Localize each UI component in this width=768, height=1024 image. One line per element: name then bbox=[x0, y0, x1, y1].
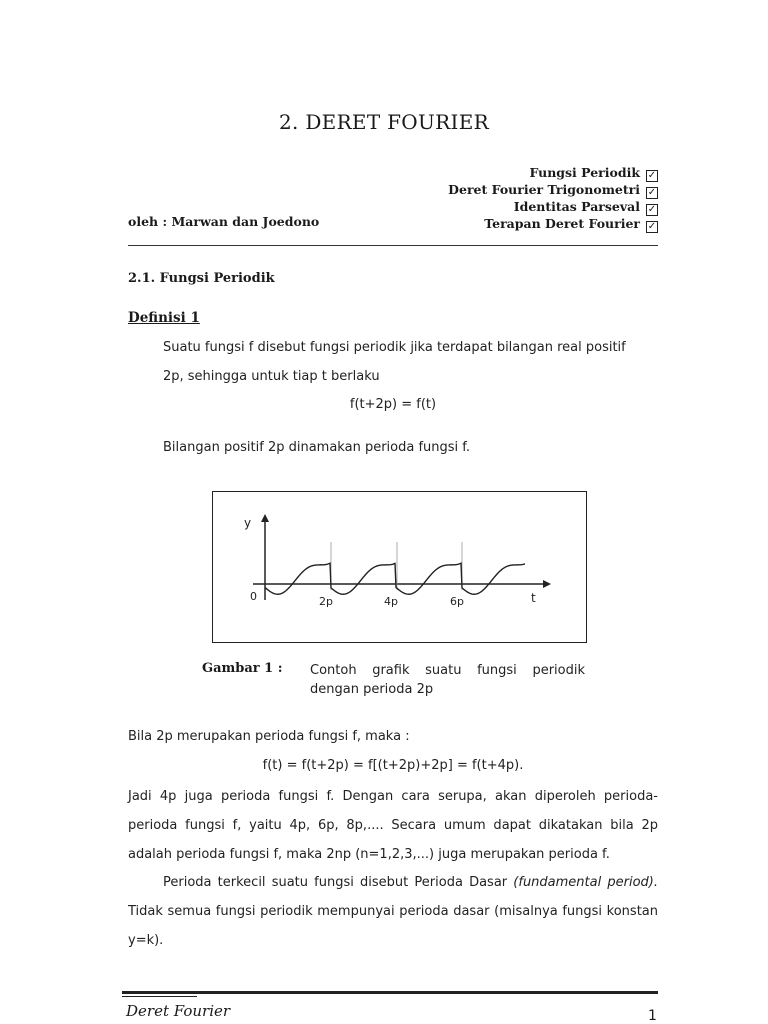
t-axis-arrow-icon bbox=[543, 580, 551, 588]
definition-formula: f(t+2p) = f(t) bbox=[349, 397, 437, 412]
body-paragraph-1: Bila 2p merupakan perioda fungsi f, maka : bbox=[128, 729, 410, 744]
body-formula: f(t) = f(t+2p) = f[(t+2p)+2p] = f(t+4p). bbox=[262, 758, 524, 773]
body-paragraph-3-italic: (fundamental period). bbox=[513, 875, 658, 890]
toc-item-fungsi-periodik bbox=[529, 164, 658, 181]
tick-label-2p: 2p bbox=[319, 595, 333, 608]
author-line: oleh : Marwan dan Joedono bbox=[128, 214, 320, 229]
footer-title: Deret Fourier bbox=[126, 1002, 231, 1020]
definition-heading: Definisi 1 bbox=[128, 310, 200, 326]
toc-item-deret-fourier-trigonometri bbox=[448, 181, 658, 198]
body-paragraph-3-end: Tidak semua fungsi periodik mempunyai perioda dasar (misalnya fungsi konstan y=k). bbox=[128, 904, 658, 948]
tick-label-6p: 6p bbox=[450, 595, 464, 608]
figure-caption-text: Contoh grafik suatu fungsi periodik dengan perioda 2p bbox=[310, 663, 585, 697]
periodic-curve bbox=[265, 563, 525, 594]
definition-line-3: Bilangan positif 2p dinamakan perioda fungsi f. bbox=[163, 440, 471, 455]
definition-line-2: 2p, sehingga untuk tiap t berlaku bbox=[163, 369, 380, 384]
toc-item-label: Deret Fourier Trigonometri bbox=[448, 182, 640, 197]
body-paragraph-3-start: Perioda terkecil suatu fungsi disebut Perioda Dasar bbox=[163, 875, 514, 890]
y-axis-label: y bbox=[244, 516, 252, 530]
tick-label-4p: 4p bbox=[384, 595, 398, 608]
footer-divider-thin bbox=[122, 996, 197, 997]
page-number: 1 bbox=[648, 1008, 657, 1024]
toc-item-label: Fungsi Periodik bbox=[529, 165, 640, 180]
footer-divider bbox=[122, 991, 658, 994]
toc-item-terapan-deret-fourier bbox=[484, 215, 658, 232]
figure-periodic-function bbox=[212, 491, 587, 643]
checkbox-checked-icon: ✓ bbox=[647, 221, 657, 232]
section-heading: 2.1. Fungsi Periodik bbox=[128, 271, 275, 286]
page-title: 2. DERET FOURIER bbox=[279, 110, 489, 134]
checkbox-checked-icon: ✓ bbox=[647, 170, 657, 181]
toc-item-label: Identitas Parseval bbox=[513, 199, 640, 214]
checkbox-checked-icon: ✓ bbox=[647, 187, 657, 198]
periodic-function-plot bbox=[213, 492, 586, 642]
definition-line-1: Suatu fungsi f disebut fungsi periodik jika terdapat bilangan real positif bbox=[163, 340, 626, 355]
body-paragraph-2: Jadi 4p juga perioda fungsi f. Dengan cara serupa, akan diperoleh perioda-perioda fungsi f, yaitu 4p, 6p, 8p,.... Secara umum dapat dikatakan bila 2p adalah perioda fungsi f, maka 2np (n=1,2,3,...) juga merupakan perioda f. bbox=[128, 789, 658, 862]
figure-caption-label: Gambar 1 : bbox=[202, 661, 283, 676]
header-divider bbox=[128, 245, 658, 246]
toc-item-label: Terapan Deret Fourier bbox=[484, 216, 640, 231]
toc-item-identitas-parseval bbox=[514, 198, 658, 215]
t-axis-label: t bbox=[531, 591, 536, 605]
checkbox-checked-icon: ✓ bbox=[647, 204, 657, 215]
body-paragraph-3 bbox=[128, 868, 658, 955]
y-axis-arrow-icon bbox=[261, 514, 269, 522]
origin-label: 0 bbox=[250, 590, 257, 603]
